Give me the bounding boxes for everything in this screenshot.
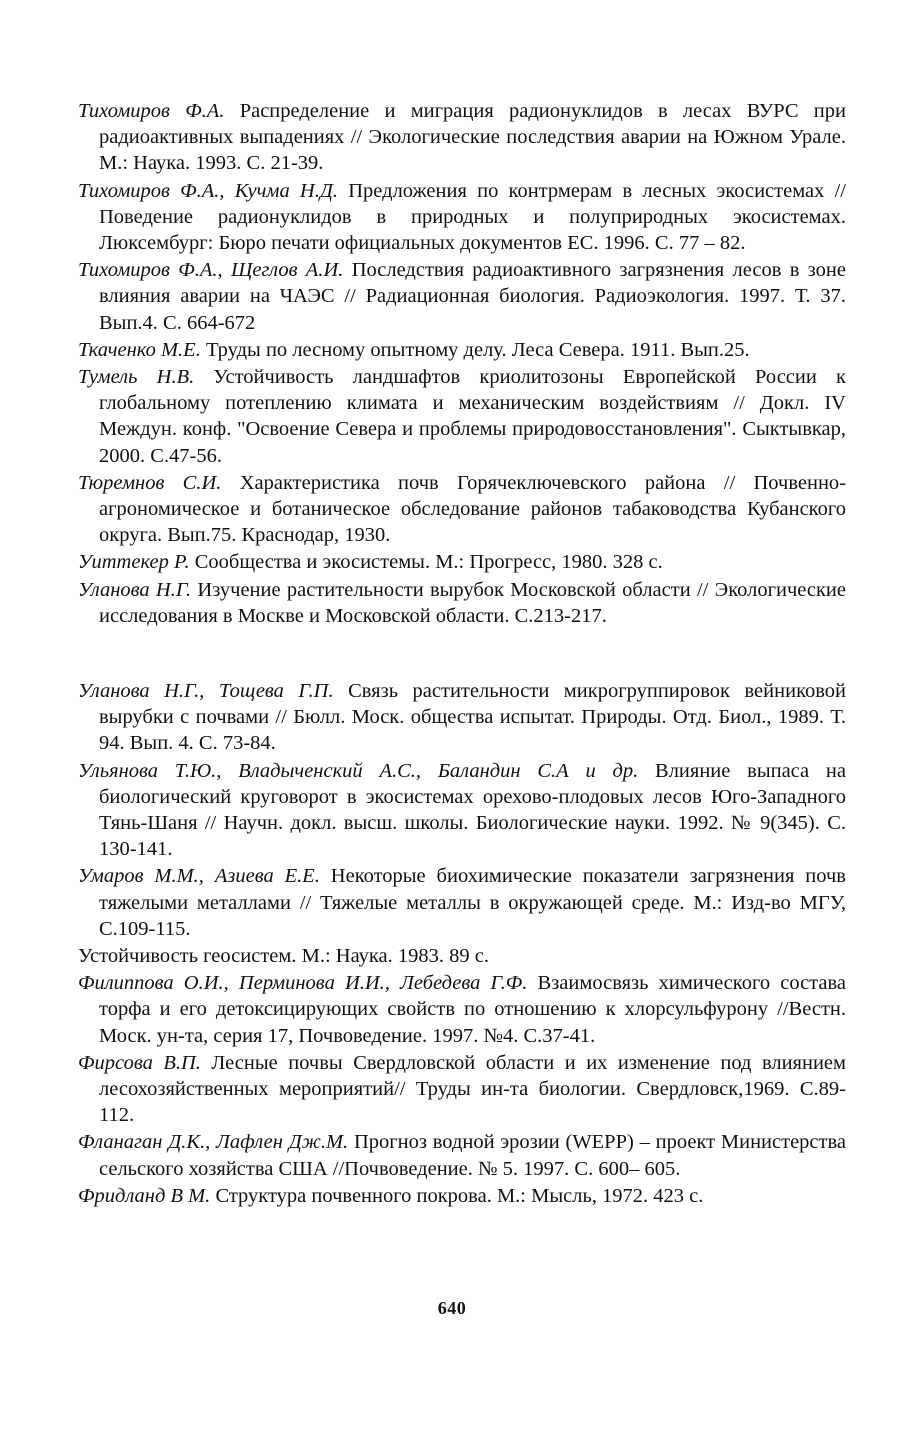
reference-text: Последствия радиоактивного загрязнения лесов в зоне влияния аварии на ЧАЭС // Радиационная биология. Радиоэкология. 1997. Т. 37. Вып.4. С. 664-672 [99, 259, 846, 334]
reference-author: Уланова Н.Г., Тощева Г.П. [78, 680, 334, 702]
reference-list-lower [78, 678, 846, 1210]
reference-author: Тумель Н.В. [78, 366, 195, 389]
reference-text: Прогноз водной эрозии (WEPP) – проект Министерства сельского хозяйства США //Почвоведение. № 5. 1997. С. 600– 605. [99, 1131, 846, 1180]
reference-author: Тихомиров Ф.А. [78, 100, 225, 122]
reference-text: Лесные почвы Свердловской области и их изменение под влиянием лесохозяйственных мероприятий// Труды ин-та биологии. Свердловск,1969. С.89-112. [99, 1051, 846, 1127]
reference-entry [78, 470, 846, 549]
reference-author: Уланова Н.Г. [78, 578, 192, 601]
reference-author: Умаров М.М., Азиева Е.Е. [78, 865, 320, 888]
page-number: 640 [437, 1298, 467, 1318]
reference-text: Устойчивость ландшафтов криолитозоны Европейской России к глобальному потеплению климата и механическим воздействиям // Докл. IV Междун. конф. "Освоение Севера и проблемы природовосстановления". Сыктывкар, 2000. С.47-56. [99, 366, 846, 467]
reference-text: Изучение растительности вырубок Московской области // Экологические исследования в Москве и Московской области. С.213-217. [99, 578, 846, 627]
reference-text: Труды по лесному опытному делу. Леса Севера. 1911. Вып.25. [205, 338, 750, 361]
reference-entry [78, 364, 846, 469]
reference-author: Тихомиров Ф.А., Кучма Н.Д. [78, 179, 339, 202]
reference-entry [78, 678, 846, 757]
reference-author: Фридланд В М. [78, 1184, 211, 1207]
reference-entry [78, 1183, 846, 1209]
reference-text: Характеристика почв Горячеключевского района // Почвенно-агрономическое и ботаническое обследование районов табаководства Кубанского округа. Вып.75. Краснодар, 1930. [99, 471, 846, 547]
reference-entry [78, 337, 846, 363]
reference-entry [78, 577, 846, 629]
reference-entry [78, 970, 846, 1049]
reference-author: Тюремнов С.И. [78, 471, 222, 494]
reference-list-upper [78, 98, 846, 630]
reference-text: Устойчивость геосистем. М.: Наука. 1983. 89 с. [78, 945, 490, 968]
reference-entry [78, 1129, 846, 1181]
reference-entry [78, 98, 846, 177]
reference-entry [78, 1050, 846, 1129]
reference-author: Ткаченко М.Е. [78, 338, 201, 361]
reference-text: Структура почвенного покрова. М.: Мысль, 1972. 423 с. [215, 1184, 704, 1207]
reference-author: Уиттекер Р. [78, 551, 190, 574]
reference-entry [78, 758, 846, 863]
reference-entry [78, 549, 846, 575]
reference-text: Взаимосвязь химического состава торфа и его детоксицирующих свойств по отношению к хлорсульфурону //Вестн. Моск. ун-та, серия 17, Почвоведение. 1997. №4. С.37-41. [99, 972, 847, 1047]
reference-text: Влияние выпаса на биологический круговорот в экосистемах орехово-плодовых лесов Юго-Западного Тянь-Шаня // Научн. докл. высш. школы. Биологические науки. 1992. № 9(345). С. 130-141. [99, 759, 846, 861]
reference-text: Распределение и миграция радионуклидов в лесах ВУРС при радиоактивных выпадениях // Экологические последствия аварии на Южном Урале. М.: Наука. 1993. С. 21-39. [99, 100, 846, 175]
reference-text: Сообщества и экосистемы. М.: Прогресс, 1980. 328 с. [194, 551, 663, 574]
reference-text: Предложения по контрмерам в лесных экосистемах // Поведение радионуклидов в природных и полуприродных экосистемах. Люксембург: Бюро печати официальных документов ЕС. 1996. С. 77 – 82. [99, 179, 846, 255]
reference-author: Филиппова О.И., Перминова И.И., Лебедева Г.Ф. [78, 972, 528, 995]
reference-entry [78, 257, 846, 336]
reference-text: Некоторые биохимические показатели загрязнения почв тяжелыми металлами // Тяжелые металлы в окружающей среде. М.: Изд-во МГУ, С.109-115. [99, 865, 846, 940]
reference-entry [78, 178, 846, 257]
reference-author: Фирсова В.П. [78, 1051, 201, 1074]
reference-author: Тихомиров Ф.А., Щеглов А.И. [78, 259, 344, 282]
reference-author: Ульянова Т.Ю., Владыченский А.С., Баландин С.А и др. [78, 759, 639, 782]
reference-author: Фланаган Д.К., Лафлен Дж.М. [78, 1131, 349, 1154]
reference-entry [78, 863, 846, 942]
reference-text: Связь растительности микрогруппировок вейниковой вырубки с почвами // Бюлл. Моск. общества испытат. Природы. Отд. Биол., 1989. Т. 94. Вып. 4. С. 73-84. [99, 680, 847, 755]
reference-entry [78, 943, 846, 969]
